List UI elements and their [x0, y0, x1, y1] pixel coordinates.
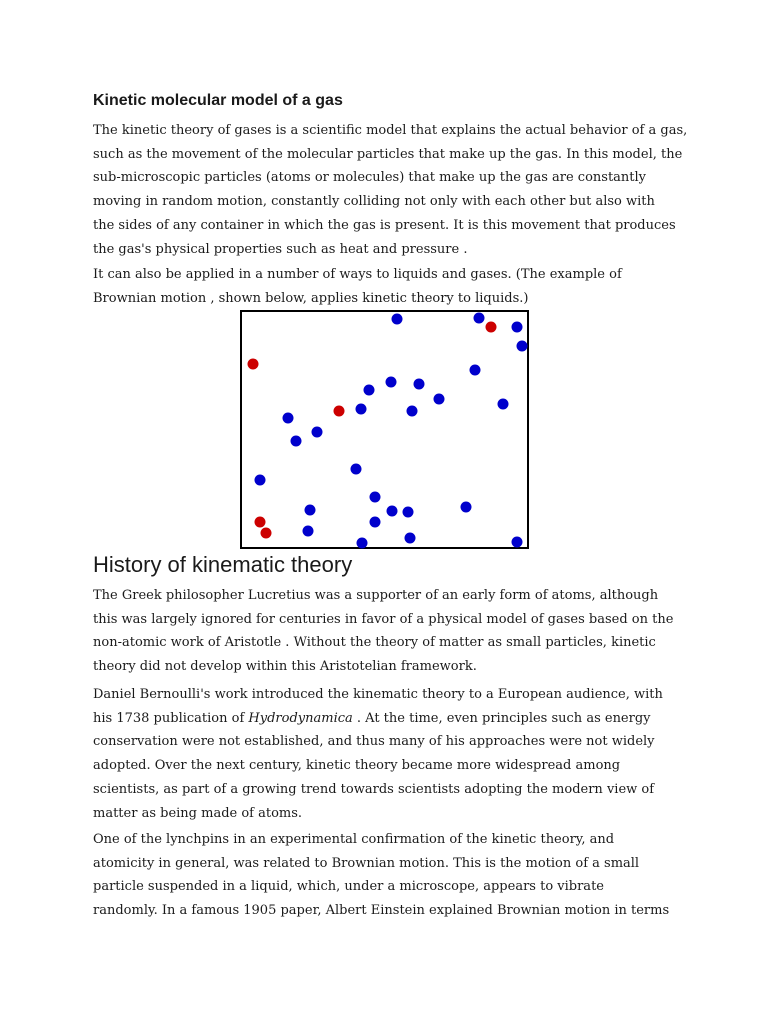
- blue-particle: [283, 413, 294, 424]
- text-line: One of the lynchpins in an experimental confirmation of the kinetic theory, and: [93, 832, 615, 847]
- diagram-border: [241, 311, 528, 548]
- text-line: this was largely ignored for centuries in favor of a physical model of gases based on the: [93, 611, 674, 627]
- section-heading-history: History of kinematic theory: [93, 552, 353, 577]
- paragraph-liquids: [93, 263, 678, 310]
- text-line: particle suspended in a liquid, which, under a microscope, appears to vibrate: [93, 879, 604, 895]
- text-line: theory did not develop within this Aristotelian framework.: [93, 659, 477, 675]
- blue-particle: [351, 464, 362, 475]
- blue-particle: [512, 537, 523, 548]
- blue-particle: [474, 313, 485, 324]
- text-line: scientists, as part of a growing trend towards scientists adopting the modern view of: [93, 781, 655, 797]
- text-line: [93, 707, 678, 731]
- blue-particle: [291, 436, 302, 447]
- paragraph-bernoulli: [93, 683, 678, 825]
- blue-particle: [498, 399, 509, 410]
- text-line: adopted. Over the next century, kinetic theory became more widespread among: [93, 758, 621, 774]
- blue-particle: [403, 507, 414, 518]
- text-line: atomicity in general, was related to Brownian motion. This is the motion of a small: [93, 855, 640, 871]
- text-line: Brownian motion , shown below, applies kinetic theory to liquids.): [93, 290, 529, 306]
- section-heading-kinetic: Kinetic molecular model of a gas: [93, 92, 343, 109]
- blue-particle: [303, 526, 314, 537]
- blue-particle: [434, 394, 445, 405]
- text-line: non-atomic work of Aristotle . Without the theory of matter as small particles, kinetic: [93, 635, 656, 651]
- blue-particle: [364, 385, 375, 396]
- blue-particle: [512, 322, 523, 333]
- blue-particle: [356, 404, 367, 415]
- brownian-motion-diagram: [240, 310, 529, 549]
- blue-particle: [370, 492, 381, 503]
- book-title-hydrodynamica: Hydrodynamica: [248, 710, 353, 726]
- blue-particle: [387, 506, 398, 517]
- text-line: randomly. In a famous 1905 paper, Albert Einstein explained Brownian motion in terms: [93, 903, 670, 919]
- blue-particle: [357, 538, 368, 549]
- blue-particle: [255, 475, 266, 486]
- text-line: the gas's physical properties such as heat and pressure .: [93, 241, 468, 257]
- paragraph-brownian-motion: [93, 828, 678, 923]
- text-line: the sides of any container in which the gas is present. It is this movement that produces: [93, 217, 676, 233]
- blue-particle: [405, 533, 416, 544]
- blue-particle: [517, 341, 528, 352]
- red-particle: [248, 359, 259, 370]
- red-particle: [334, 406, 345, 417]
- red-particle: [255, 517, 266, 528]
- blue-particle: [407, 406, 418, 417]
- blue-particle: [414, 379, 425, 390]
- text-line: matter as being made of atoms.: [93, 805, 303, 821]
- text-fragment: . At the time, even principles such as energy: [352, 710, 651, 726]
- text-line: It can also be applied in a number of ways to liquids and gases. (The example of: [93, 267, 622, 282]
- text-line: The kinetic theory of gases is a scientific model that explains the actual behavior of a gas,: [93, 123, 688, 138]
- text-line: such as the movement of the molecular particles that make up the gas. In this model, the: [93, 146, 683, 162]
- paragraph-kinetic-theory: [93, 119, 688, 261]
- blue-particle: [305, 505, 316, 516]
- red-particle: [261, 528, 272, 539]
- blue-particle: [470, 365, 481, 376]
- paragraph-lucretius: [93, 584, 678, 679]
- blue-particle: [370, 517, 381, 528]
- blue-particle: [392, 314, 403, 325]
- blue-particle: [386, 377, 397, 388]
- text-line: Daniel Bernoulli's work introduced the kinematic theory to a European audience, with: [93, 687, 663, 702]
- text-line: sub-microscopic particles (atoms or molecules) that make up the gas are constantly: [93, 170, 647, 186]
- text-fragment: his 1738 publication of: [93, 710, 249, 726]
- text-line: conservation were not established, and thus many of his approaches were not widely: [93, 734, 655, 750]
- blue-particle: [461, 502, 472, 513]
- text-line: moving in random motion, constantly colliding not only with each other but also with: [93, 194, 655, 210]
- red-particle: [486, 322, 497, 333]
- text-line: The Greek philosopher Lucretius was a supporter of an early form of atoms, although: [93, 588, 659, 603]
- blue-particle: [312, 427, 323, 438]
